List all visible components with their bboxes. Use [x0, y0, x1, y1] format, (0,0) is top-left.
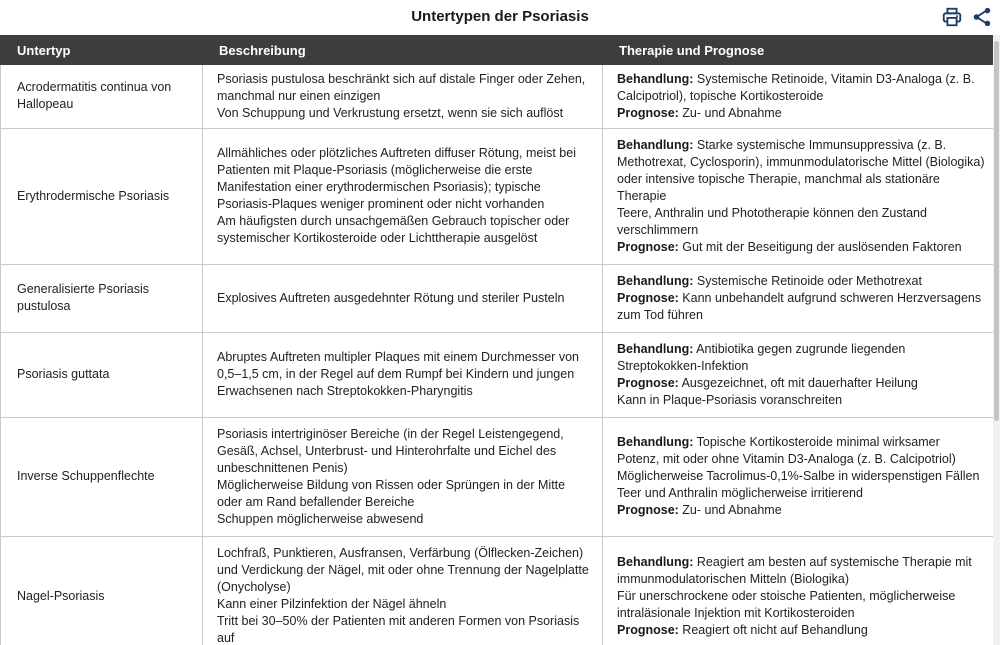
therapy-line — [617, 375, 985, 392]
therapy-line — [617, 502, 985, 519]
title-bar — [0, 0, 1000, 35]
therapy-line — [617, 239, 985, 256]
therapy-line — [617, 290, 985, 324]
description-line: Allmähliches oder plötzliches Auftreten diffuser Rötung, meist bei Patienten mit Plaque-Psoriasis (möglicherweise die erste Manifestation einer erythrodermischen Psoriasis); typische Psoriasis-Plaques weniger prominent oder nicht vorhanden — [217, 146, 576, 211]
description-line: Am häufigsten durch unsachgemäßen Gebrauch topischer oder systemischer Kortikosteroide oder Lichttherapie ausgelöst — [217, 214, 570, 245]
therapy-line — [617, 105, 985, 122]
therapy-label: Prognose: — [617, 375, 679, 390]
therapy-text: Für unerschrockene oder stoische Patienten, möglicherweise intraläsionale Injektion mit Kortikosteroiden — [617, 588, 956, 620]
description-line: Psoriasis pustulosa beschränkt sich auf distale Finger oder Zehen, manchmal nur einen einzigen — [217, 71, 586, 103]
print-icon[interactable] — [941, 6, 963, 28]
therapy-text: Teere, Anthralin und Phototherapie können den Zustand verschlimmern — [617, 205, 927, 237]
therapy-line — [617, 137, 985, 205]
therapy-cell — [603, 417, 996, 536]
subtype-cell: Generalisierte Psoriasis pustulosa — [1, 264, 203, 332]
table-container — [0, 35, 997, 645]
therapy-label: Prognose: — [617, 290, 679, 305]
description-line: Tritt bei 30–50% der Patienten mit anderen Formen von Psoriasis auf — [217, 614, 580, 645]
therapy-text: Ausgezeichnet, oft mit dauerhafter Heilung — [678, 375, 918, 390]
subtype-cell: Inverse Schuppenflechte — [1, 417, 203, 536]
column-header-description: Beschreibung — [203, 35, 603, 65]
therapy-text: Teer und Anthralin möglicherweise irritierend — [617, 486, 863, 500]
table-row — [1, 332, 996, 417]
description-line: Schuppen möglicherweise abwesend — [217, 511, 424, 526]
description-cell — [203, 417, 603, 536]
therapy-text: Kann unbehandelt aufgrund schweren Herzversagens zum Tod führen — [617, 290, 982, 322]
therapy-text: Systemische Retinoide oder Methotrexat — [693, 273, 922, 288]
description-line: Abruptes Auftreten multipler Plaques mit einem Durchmesser von 0,5–1,5 cm, in der Regel auf dem Rumpf bei Kindern und jungen Erwachsenen nach Streptokokken-Pharyngitis — [217, 350, 579, 398]
description-line: Kann einer Pilzinfektion der Nägel ähneln — [217, 597, 447, 611]
description-line: Lochfraß, Punktieren, Ausfransen, Verfärbung (Ölflecken-Zeichen) und Verdickung der Nägel, mit oder ohne Trennung der Nagelplatte (Onycholyse) — [217, 546, 589, 594]
table-row — [1, 264, 996, 332]
therapy-line — [617, 273, 985, 290]
therapy-text: Möglicherweise Tacrolimus-0,1%-Salbe in widerspenstigen Fällen — [617, 469, 980, 483]
therapy-text: Reagiert am besten auf systemische Therapie mit immunmodulatorischen Mitteln (Biologika) — [617, 554, 972, 586]
description-cell — [203, 536, 603, 645]
therapy-text: Gut mit der Beseitigung der auslösenden Faktoren — [678, 239, 962, 254]
therapy-label: Behandlung: — [617, 273, 694, 288]
therapy-line — [617, 341, 985, 375]
description-line: Möglicherweise Bildung von Rissen oder Sprüngen in der Mitte oder am Rand befallender Bereiche — [217, 477, 566, 509]
therapy-text: Starke systemische Immunsuppressiva (z. B. Methotrexat, Cyclosporin), immunmodulatorische Mittel (Biologika) oder intensive topische Therapie, manchmal als stationäre Therapie — [617, 137, 985, 203]
therapy-text: Kann in Plaque-Psoriasis voranschreiten — [617, 392, 843, 407]
table-row — [1, 536, 996, 645]
table-row — [1, 65, 996, 128]
vertical-scrollbar[interactable] — [993, 35, 1000, 645]
therapy-line — [617, 468, 985, 485]
therapy-cell — [603, 536, 996, 645]
table-header-row — [1, 35, 996, 65]
therapy-text: Zu- und Abnahme — [678, 105, 782, 120]
therapy-text: Topische Kortikosteroide minimal wirksamer Potenz, mit oder ohne Vitamin D3-Analoga (z. B. Calcipotriol) — [617, 435, 956, 466]
scrollbar-thumb[interactable] — [994, 41, 999, 421]
therapy-cell — [603, 332, 996, 417]
therapy-line — [617, 622, 985, 639]
column-header-subtype: Untertyp — [1, 35, 203, 65]
therapy-label: Behandlung: — [617, 137, 694, 152]
therapy-cell — [603, 128, 996, 264]
description-cell — [203, 128, 603, 264]
page-title: Untertypen der Psoriasis — [411, 8, 589, 25]
therapy-line — [617, 434, 985, 468]
subtype-cell: Erythrodermische Psoriasis — [1, 128, 203, 264]
therapy-text: Reagiert oft nicht auf Behandlung — [678, 622, 868, 637]
subtype-cell: Nagel-Psoriasis — [1, 536, 203, 645]
therapy-line — [617, 588, 985, 622]
therapy-line — [617, 554, 985, 588]
therapy-label: Behandlung: — [617, 71, 694, 86]
subtype-cell: Psoriasis guttata — [1, 332, 203, 417]
description-line: Von Schuppung und Verkrustung ersetzt, wenn sie sich auflöst — [217, 105, 564, 120]
therapy-label: Behandlung: — [617, 341, 694, 356]
description-cell — [203, 65, 603, 128]
psoriasis-subtypes-table — [0, 35, 996, 645]
therapy-label: Behandlung: — [617, 435, 694, 449]
subtype-cell: Acrodermatitis continua von Hallopeau — [1, 65, 203, 128]
therapy-line — [617, 205, 985, 239]
therapy-line — [617, 392, 985, 409]
therapy-cell — [603, 264, 996, 332]
column-header-therapy: Therapie und Prognose — [603, 35, 996, 65]
therapy-text: Antibiotika gegen zugrunde liegenden Streptokokken-Infektion — [617, 341, 906, 373]
description-cell — [203, 332, 603, 417]
therapy-line — [617, 71, 985, 105]
therapy-cell — [603, 65, 996, 128]
therapy-label: Prognose: — [617, 622, 679, 637]
therapy-text: Systemische Retinoide, Vitamin D3-Analoga (z. B. Calcipotriol), topische Kortikosteroide — [617, 71, 975, 103]
therapy-text: Zu- und Abnahme — [678, 503, 782, 517]
description-cell — [203, 264, 603, 332]
table-row — [1, 128, 996, 264]
therapy-label: Prognose: — [617, 239, 679, 254]
therapy-label: Prognose: — [617, 105, 679, 120]
table-row — [1, 417, 996, 536]
therapy-line — [617, 485, 985, 502]
description-line: Explosives Auftreten ausgedehnter Rötung und steriler Pusteln — [217, 290, 565, 305]
therapy-label: Behandlung: — [617, 554, 694, 569]
share-icon[interactable] — [971, 6, 993, 28]
description-line: Psoriasis intertriginöser Bereiche (in der Regel Leistengegend, Gesäß, Achsel, Unterbrust- und Hinterohrfalte und Eichel des unbeschnittenen Penis) — [217, 426, 564, 475]
therapy-label: Prognose: — [617, 503, 679, 517]
